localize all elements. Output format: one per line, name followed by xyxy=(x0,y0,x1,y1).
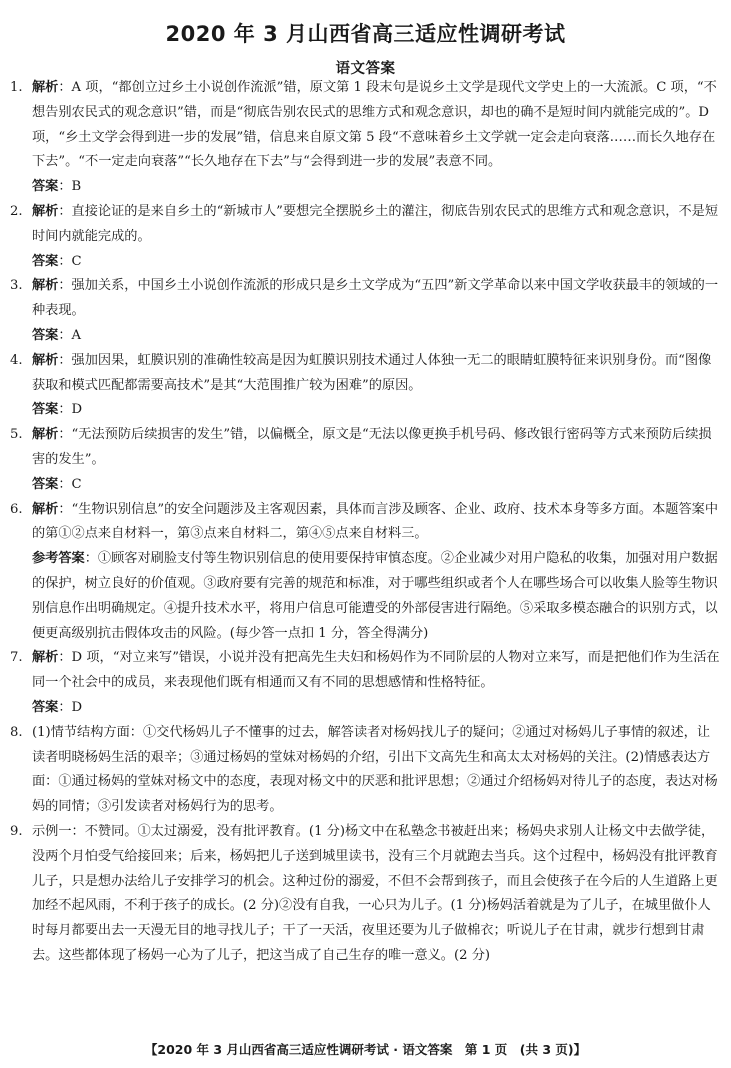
answer-value: ：D xyxy=(58,699,83,715)
answer-line-5 xyxy=(10,473,720,498)
question-number: 7. xyxy=(10,650,23,666)
answer-label: 答案 xyxy=(32,327,59,343)
analysis-text: ：“生物识别信息”的安全问题涉及主客观因素，具体而言涉及顾客、企业、政府、技术本身等多方面。本题答案中的第①②点来自材料一，第③点来自材料二，第④⑤点来自材料三。 xyxy=(32,501,719,542)
analysis-text: ：直接论证的是来自乡土的“新城市人”要想完全摆脱乡土的灌注，彻底告别农民式的思维方式和观念意识，不是短时间内就能完成的。 xyxy=(32,203,719,244)
question-8 xyxy=(10,721,720,820)
question-number: 5. xyxy=(10,427,23,443)
analysis-label: 解析 xyxy=(32,650,59,666)
reference-answer-6 xyxy=(10,547,720,646)
analysis-text: ：“无法预防后续损害的发生”错，以偏概全，原文是“无法以像更换手机号码、修改银行密码等方式来预防后续损害的发生”。 xyxy=(32,427,712,467)
analysis-label: 解析 xyxy=(32,427,59,443)
page-footer: 【2020 年 3 月山西省高三适应性调研考试 · 语文答案 第 1 页 (共 3 页)】 xyxy=(144,1042,587,1057)
analysis-text: ：强加关系，中国乡土小说创作流派的形成只是乡土文学成为“五四”新文学革命以来中国文学收获最丰的领域的一种表现。 xyxy=(32,278,719,319)
answer-line-7 xyxy=(10,696,720,721)
question-number: 8. xyxy=(10,724,23,740)
question-1 xyxy=(10,76,720,175)
analysis-label: 解析 xyxy=(32,501,59,517)
answer-line-4 xyxy=(10,398,720,423)
question-4 xyxy=(10,349,720,399)
question-7 xyxy=(10,646,720,696)
analysis-label: 解析 xyxy=(32,203,59,219)
reference-answer-label: 参考答案 xyxy=(32,551,85,567)
answer-value: ：B xyxy=(58,179,82,195)
answer-line-2 xyxy=(10,250,720,275)
question-number: 4. xyxy=(10,352,23,368)
question-number: 1. xyxy=(10,80,23,95)
question-number: 9. xyxy=(10,823,23,839)
answer-label: 答案 xyxy=(32,253,59,269)
answer-line-3 xyxy=(10,324,720,349)
analysis-text: ：A 项，“都创立过乡土小说创作流派”错，原文第 1 段末句是说乡土文学是现代文学史上的一大流派。C 项，“不想告别农民式的观念意识”错，而是“彻底告别农民式的思维方式和观念意识，却也的确不是短时间内就能完成的”。D 项，“乡土文学会得到进一步的发展”错，信息来自原文第 5 段“不意味着乡土文学就一定会走向衰落……而长久地存在下去”。“不一定走向衰落”“长久地存在下去”与“会得到进一步的发展”表意不同。 xyxy=(32,80,717,170)
answer-subtitle: 语文答案 xyxy=(335,61,396,77)
answer-line-1 xyxy=(10,175,720,200)
answer-text: 示例一：不赞同。①太过溺爱，没有批评教育。(1 分)杨文中在私塾念书被赶出来；杨妈央求别人让杨文中去做学徒，没两个月怕受气给接回来；后来，杨妈把儿子送到城里读书，没有三个月就跑去当兵。这个过程中，杨妈没有批评教育儿子，只是想办法给儿子安排学习的机会。这种过份的溺爱，不但不会帮到孩子，而且会使孩子在今后的人生道路上更加经不起风雨，不利于孩子的成长。(2 分)②没有自我，一心只为儿子。(1 分)杨妈活着就是为了儿子，在城里做仆人时每月都要出去一天漫无目的地寻找儿子；干了一天活，夜里还要为儿子做棉衣；听说儿子在甘肃，就步行想到甘肃去。这些都体现了杨妈一心为了儿子，把这当成了自己生存的唯一意义。(2 分) xyxy=(32,823,718,963)
answer-content xyxy=(10,76,720,969)
analysis-label: 解析 xyxy=(32,352,59,368)
question-number: 6. xyxy=(10,501,23,517)
answer-text: (1)情节结构方面：①交代杨妈儿子不懂事的过去，解答读者对杨妈找儿子的疑问；②通过对杨妈儿子事情的叙述，让读者明晓杨妈生活的艰辛；③通过杨妈的堂妹对杨妈的介绍，引出下文高先生和高太太对杨妈的关注。(2)情感表达方面：①通过杨妈的堂妹对杨文中的态度，表现对杨文中的厌恶和批评思想；②通过介绍杨妈对待儿子的态度，表达对杨妈的同情；③引发读者对杨妈行为的思考。 xyxy=(32,724,718,815)
question-3 xyxy=(10,274,720,324)
answer-value: ：D xyxy=(58,402,83,418)
analysis-text: ：强加因果，虹膜识别的准确性较高是因为虹膜识别技术通过人体独一无二的眼睛虹膜特征来识别身份。而“图像获取和模式匹配都需要高技术”是其“大范围推广较为困难”的原因。 xyxy=(32,352,712,393)
analysis-text: ：D 项，“对立来写”错误，小说并没有把高先生夫妇和杨妈作为不同阶层的人物对立来写，而是把他们作为生活在同一个社会中的成员，来表现他们既有相通而又有不同的思想感情和性格特征。 xyxy=(32,650,720,691)
answer-value: ：A xyxy=(58,327,82,343)
exam-title: 2020 年 3 月山西省高三适应性调研考试 xyxy=(165,22,566,46)
answer-label: 答案 xyxy=(32,179,59,195)
question-9 xyxy=(10,820,720,969)
answer-value: ：C xyxy=(58,476,82,492)
analysis-label: 解析 xyxy=(32,80,59,95)
analysis-label: 解析 xyxy=(32,278,59,294)
answer-label: 答案 xyxy=(32,476,59,492)
question-6 xyxy=(10,498,720,548)
question-5 xyxy=(10,423,720,473)
question-number: 2. xyxy=(10,203,23,219)
answer-value: ：C xyxy=(58,253,82,269)
reference-answer-text: ：①顾客对刷脸支付等生物识别信息的使用要保持审慎态度。②企业减少对用户隐私的收集，加强对用户数据的保护，树立良好的价值观。③政府要有完善的规范和标准，对于哪些组织或者个人在哪些场合可以收集人脸等生物识别信息作出明确规定。④提升技术水平，将用户信息可能遭受的外部侵害进行隔绝。⑤采取多模态融合的识别方式，以便更高级别抗击假体攻击的风险。(每少答一点扣 1 分，答全得满分) xyxy=(32,551,718,641)
answer-label: 答案 xyxy=(32,402,59,418)
question-2 xyxy=(10,200,720,250)
question-number: 3. xyxy=(10,278,23,294)
answer-label: 答案 xyxy=(32,699,59,715)
